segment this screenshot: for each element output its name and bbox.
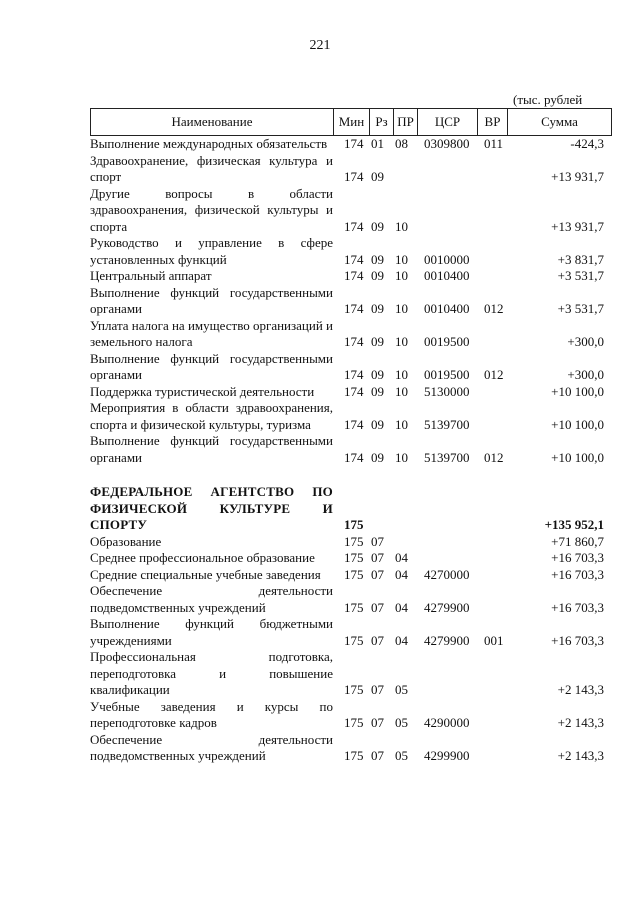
table-row	[90, 235, 612, 268]
row-name: Выполнение функций государственными органами	[90, 284, 333, 316]
row-sum: +300,0	[567, 367, 604, 382]
row-codes	[90, 334, 612, 351]
row-pr: 05	[395, 748, 408, 763]
row-csr: 4299900	[424, 748, 470, 763]
row-sum: +13 931,7	[551, 218, 604, 234]
row-name: Учебные заведения и курсы по переподготовке кадров	[90, 698, 333, 730]
row-name: ФЕДЕРАЛЬНОЕ АГЕНТСТВО ПО ФИЗИЧЕСКОЙ КУЛЬТУРЕ И СПОРТУ	[90, 484, 333, 532]
table-row	[90, 318, 612, 351]
row-csr: 0010400	[424, 301, 470, 316]
row-rz: 09	[371, 367, 384, 382]
row-rz: 01	[371, 136, 384, 151]
row-sum: +2 143,3	[557, 748, 604, 763]
units-note: (тыс. рублей	[513, 92, 583, 107]
row-codes	[90, 252, 612, 269]
row-name: Руководство и управление в сфере установленных функций	[90, 235, 333, 267]
row-pr: 08	[395, 136, 408, 151]
row-codes	[90, 367, 612, 384]
header-csr: ЦСР	[418, 109, 478, 135]
table-row	[90, 699, 612, 732]
row-csr: 0010000	[424, 251, 470, 267]
row-csr: 4279900	[424, 599, 470, 615]
table-row	[90, 186, 612, 236]
row-codes	[90, 517, 612, 534]
row-rz: 07	[371, 599, 384, 615]
row-min: 174	[344, 268, 364, 283]
row-sum: +135 952,1	[544, 517, 604, 532]
row-name: Выполнение функций государственными органами	[90, 350, 333, 382]
agency-row	[90, 484, 612, 534]
row-sum: +3 531,7	[557, 301, 604, 316]
row-pr: 04	[395, 632, 408, 648]
row-min: 174	[344, 301, 364, 316]
table-header	[90, 108, 612, 136]
row-sum: +71 860,7	[551, 533, 604, 549]
row-rz: 07	[371, 550, 384, 565]
budget-table	[90, 108, 612, 765]
row-rz: 09	[371, 449, 384, 465]
row-name: Обеспечение деятельности подведомственных учреждений	[90, 731, 333, 763]
row-min: 174	[344, 136, 364, 151]
row-pr: 04	[395, 550, 408, 565]
table-row	[90, 351, 612, 384]
row-min: 174	[344, 367, 364, 382]
table-row	[90, 268, 612, 285]
row-codes	[90, 219, 612, 236]
row-min: 174	[344, 416, 364, 432]
row-name: Выполнение международных обязательств	[90, 136, 328, 151]
row-csr: 4279900	[424, 632, 470, 648]
table-row	[90, 384, 612, 401]
row-codes	[90, 450, 612, 467]
row-rz: 09	[371, 334, 384, 349]
row-sum: +2 143,3	[557, 715, 604, 730]
row-codes	[90, 417, 612, 434]
table-row	[90, 567, 612, 584]
row-min: 175	[344, 566, 364, 582]
row-rz: 09	[371, 251, 384, 267]
row-codes	[90, 682, 612, 699]
row-sum: +3 831,7	[557, 251, 604, 267]
row-vr: 001	[484, 632, 504, 648]
row-csr: 0019500	[424, 334, 470, 349]
row-csr: 5139700	[424, 449, 470, 465]
row-pr: 10	[395, 334, 408, 349]
row-rz: 09	[371, 301, 384, 316]
row-name: Образование	[90, 533, 162, 549]
row-min: 175	[344, 599, 364, 615]
row-pr: 10	[395, 218, 408, 234]
row-codes	[90, 748, 612, 765]
row-sum: +16 703,3	[551, 599, 604, 615]
row-min: 175	[344, 632, 364, 648]
row-rz: 09	[371, 169, 384, 184]
row-min: 174	[344, 449, 364, 465]
row-codes	[90, 268, 612, 285]
row-vr: 011	[484, 136, 504, 151]
row-sum: +10 100,0	[551, 383, 604, 399]
row-vr: 012	[484, 449, 504, 465]
row-name: Профессиональная подготовка, переподготовка и повышение квалификации	[90, 649, 333, 697]
row-sum: +2 143,3	[557, 682, 604, 697]
row-codes	[90, 550, 612, 567]
row-csr: 0010400	[424, 268, 470, 283]
table-row	[90, 534, 612, 551]
row-sum: -424,3	[570, 136, 604, 151]
row-pr: 05	[395, 682, 408, 697]
row-name: Другие вопросы в области здравоохранения, физической культуры и спорта	[90, 185, 333, 234]
row-min: 174	[344, 251, 364, 267]
row-name: Здравоохранение, физическая культура и спорт	[90, 152, 333, 184]
row-rz: 07	[371, 748, 384, 763]
header-min: Мин	[334, 109, 370, 135]
row-rz: 07	[371, 533, 384, 549]
table-row	[90, 550, 612, 567]
row-sum: +16 703,3	[551, 550, 604, 565]
row-min: 175	[344, 550, 364, 565]
row-sum: +16 703,3	[551, 632, 604, 648]
row-min: 175	[344, 533, 364, 549]
row-sum: +300,0	[567, 334, 604, 349]
row-codes	[90, 169, 612, 186]
row-sum: +16 703,3	[551, 566, 604, 582]
row-csr: 0019500	[424, 367, 470, 382]
row-min: 175	[344, 517, 364, 532]
row-rz: 07	[371, 715, 384, 730]
row-codes	[90, 567, 612, 584]
header-pr: ПР	[394, 109, 418, 135]
row-name: Поддержка туристической деятельности	[90, 383, 315, 399]
row-csr: 5130000	[424, 383, 470, 399]
row-pr: 04	[395, 566, 408, 582]
row-pr: 10	[395, 268, 408, 283]
row-pr: 10	[395, 449, 408, 465]
table-row	[90, 285, 612, 318]
table-row	[90, 649, 612, 699]
header-rz: Рз	[370, 109, 394, 135]
row-pr: 05	[395, 715, 408, 730]
row-min: 174	[344, 383, 364, 399]
row-csr: 5139700	[424, 416, 470, 432]
row-min: 174	[344, 334, 364, 349]
row-csr: 4270000	[424, 566, 470, 582]
row-codes	[90, 600, 612, 617]
table-body	[90, 136, 612, 765]
row-rz: 09	[371, 268, 384, 283]
header-sum: Сумма	[541, 114, 578, 129]
row-codes	[90, 301, 612, 318]
row-sum: +3 531,7	[557, 268, 604, 283]
row-name: Мероприятия в области здравоохранения, спорта и физической культуры, туризма	[90, 400, 333, 432]
row-name: Уплата налога на имущество организаций и земельного налога	[90, 317, 333, 349]
row-name: Обеспечение деятельности подведомственных учреждений	[90, 583, 333, 615]
row-rz: 09	[371, 416, 384, 432]
row-min: 174	[344, 218, 364, 234]
row-codes	[90, 384, 612, 401]
table-row	[90, 732, 612, 765]
row-codes	[90, 715, 612, 732]
header-vr: ВР	[478, 109, 508, 135]
row-min: 174	[344, 169, 364, 184]
table-row	[90, 616, 612, 649]
row-pr: 10	[395, 383, 408, 399]
row-codes	[90, 534, 612, 551]
row-pr: 10	[395, 416, 408, 432]
row-rz: 09	[371, 218, 384, 234]
row-codes	[90, 633, 612, 650]
row-rz: 07	[371, 566, 384, 582]
row-name: Центральный аппарат	[90, 268, 212, 283]
row-rz: 07	[371, 682, 384, 697]
table-row	[90, 136, 612, 153]
row-min: 175	[344, 682, 364, 697]
row-rz: 07	[371, 632, 384, 648]
row-min: 175	[344, 748, 364, 763]
row-vr: 012	[484, 367, 504, 382]
row-name: Выполнение функций бюджетными учреждениями	[90, 616, 333, 648]
row-rz: 09	[371, 383, 384, 399]
row-name: Среднее профессиональное образование	[90, 550, 315, 565]
row-sum: +10 100,0	[551, 416, 604, 432]
row-pr: 10	[395, 301, 408, 316]
row-pr: 10	[395, 367, 408, 382]
row-pr: 10	[395, 251, 408, 267]
table-row	[90, 153, 612, 186]
row-pr: 04	[395, 599, 408, 615]
table-row	[90, 583, 612, 616]
row-name: Средние специальные учебные заведения	[90, 566, 321, 582]
row-csr: 0309800	[424, 136, 470, 151]
row-name: Выполнение функций государственными органами	[90, 433, 333, 465]
row-csr: 4290000	[424, 715, 470, 730]
page-number: 221	[309, 38, 331, 53]
row-sum: +10 100,0	[551, 449, 604, 465]
row-sum: +13 931,7	[551, 169, 604, 184]
table-row	[90, 400, 612, 433]
row-vr: 012	[484, 301, 504, 316]
row-codes	[90, 136, 612, 153]
header-name: Наименование	[91, 109, 334, 135]
row-min: 175	[344, 715, 364, 730]
table-row	[90, 433, 612, 466]
